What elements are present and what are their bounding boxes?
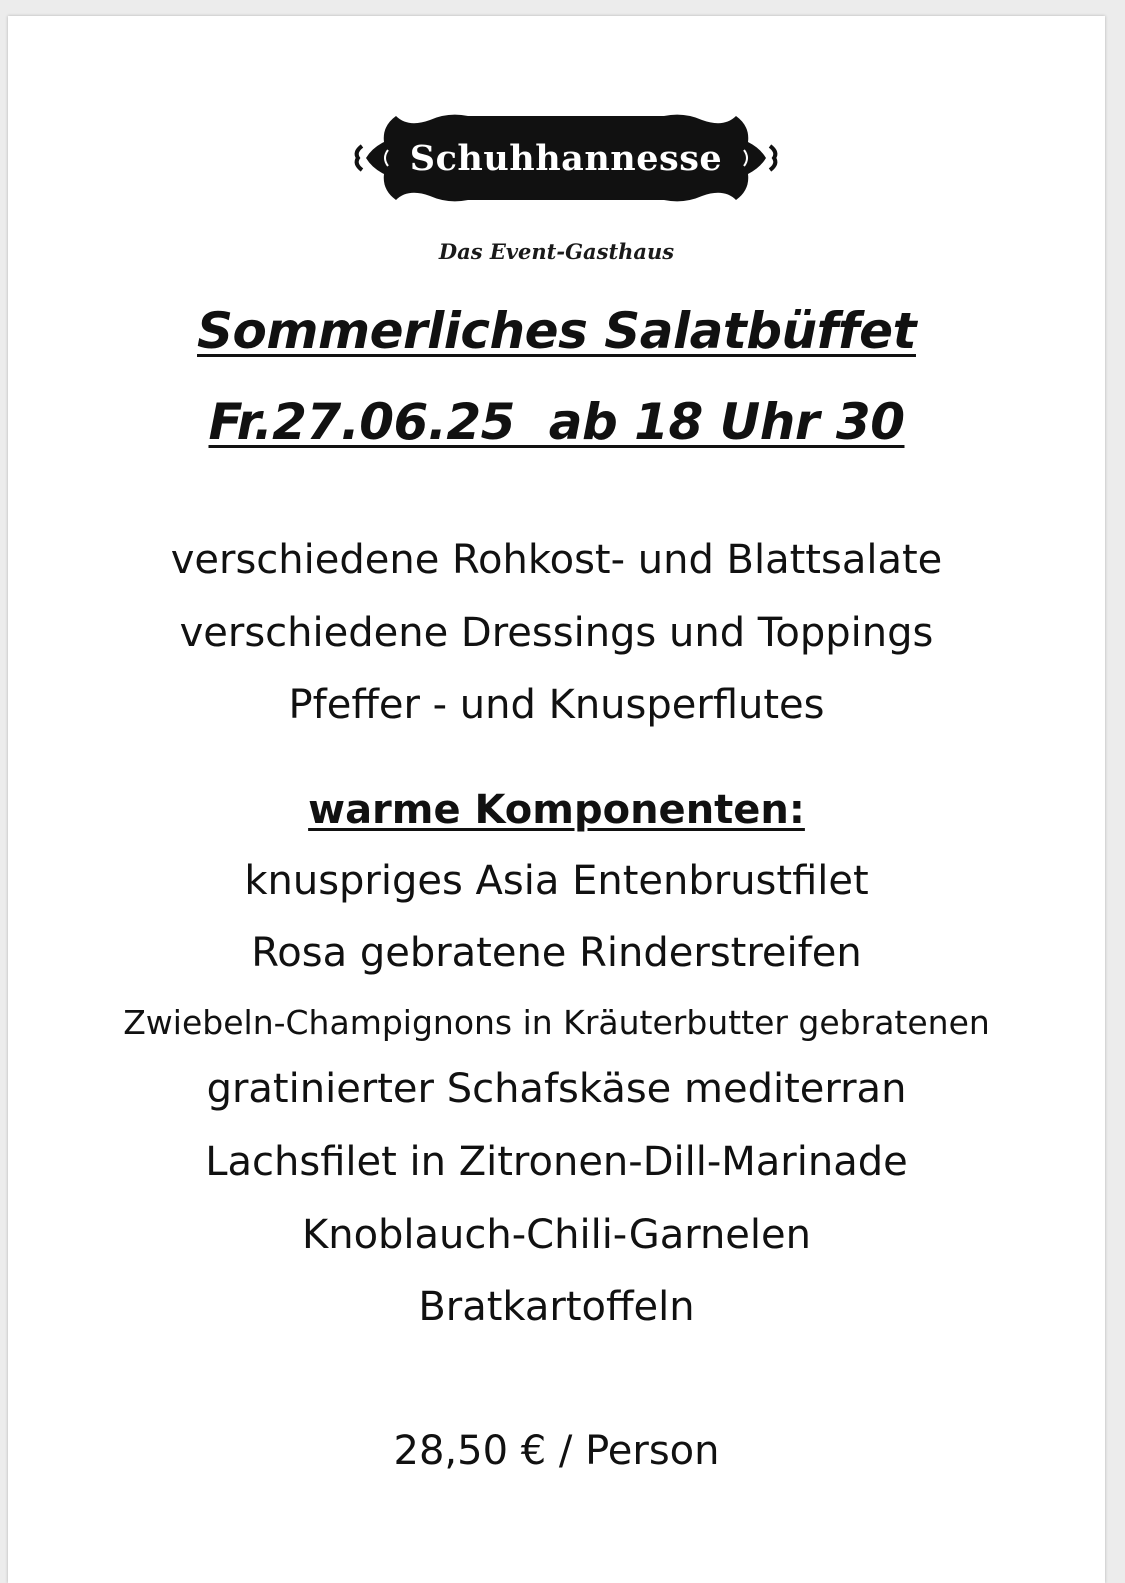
warm-item: knuspriges Asia Entenbrustfilet xyxy=(244,858,869,904)
logo-plate xyxy=(348,98,784,218)
salad-item: Pfeffer - und Knusperflutes xyxy=(288,682,825,728)
menu-sheet xyxy=(8,16,1105,1583)
salad-item: verschiedene Rohkost- und Blattsalate xyxy=(170,537,943,583)
warm-item: Zwiebeln-Champignons in Kräuterbutter gebratenen xyxy=(123,1003,990,1042)
warm-item: Knoblauch-Chili-Garnelen xyxy=(301,1212,811,1258)
logo-name: Schuhhannesse xyxy=(409,138,723,179)
warm-components-heading: warme Komponenten: xyxy=(308,787,805,833)
warm-item: Lachsfilet in Zitronen-Dill-Marinade xyxy=(205,1139,908,1185)
event-title: Sommerliches Salatbüffet xyxy=(197,302,916,360)
warm-item: Rosa gebratene Rinderstreifen xyxy=(251,930,862,976)
warm-item: Bratkartoffeln xyxy=(418,1284,695,1330)
event-date: Fr.27.06.25 ab 18 Uhr 30 xyxy=(208,393,905,451)
salad-item: verschiedene Dressings und Toppings xyxy=(179,610,934,656)
price: 28,50 € / Person xyxy=(393,1428,720,1474)
logo-tagline: Das Event-Gasthaus xyxy=(438,239,675,264)
warm-item: gratinierter Schafskäse mediterran xyxy=(206,1066,907,1112)
